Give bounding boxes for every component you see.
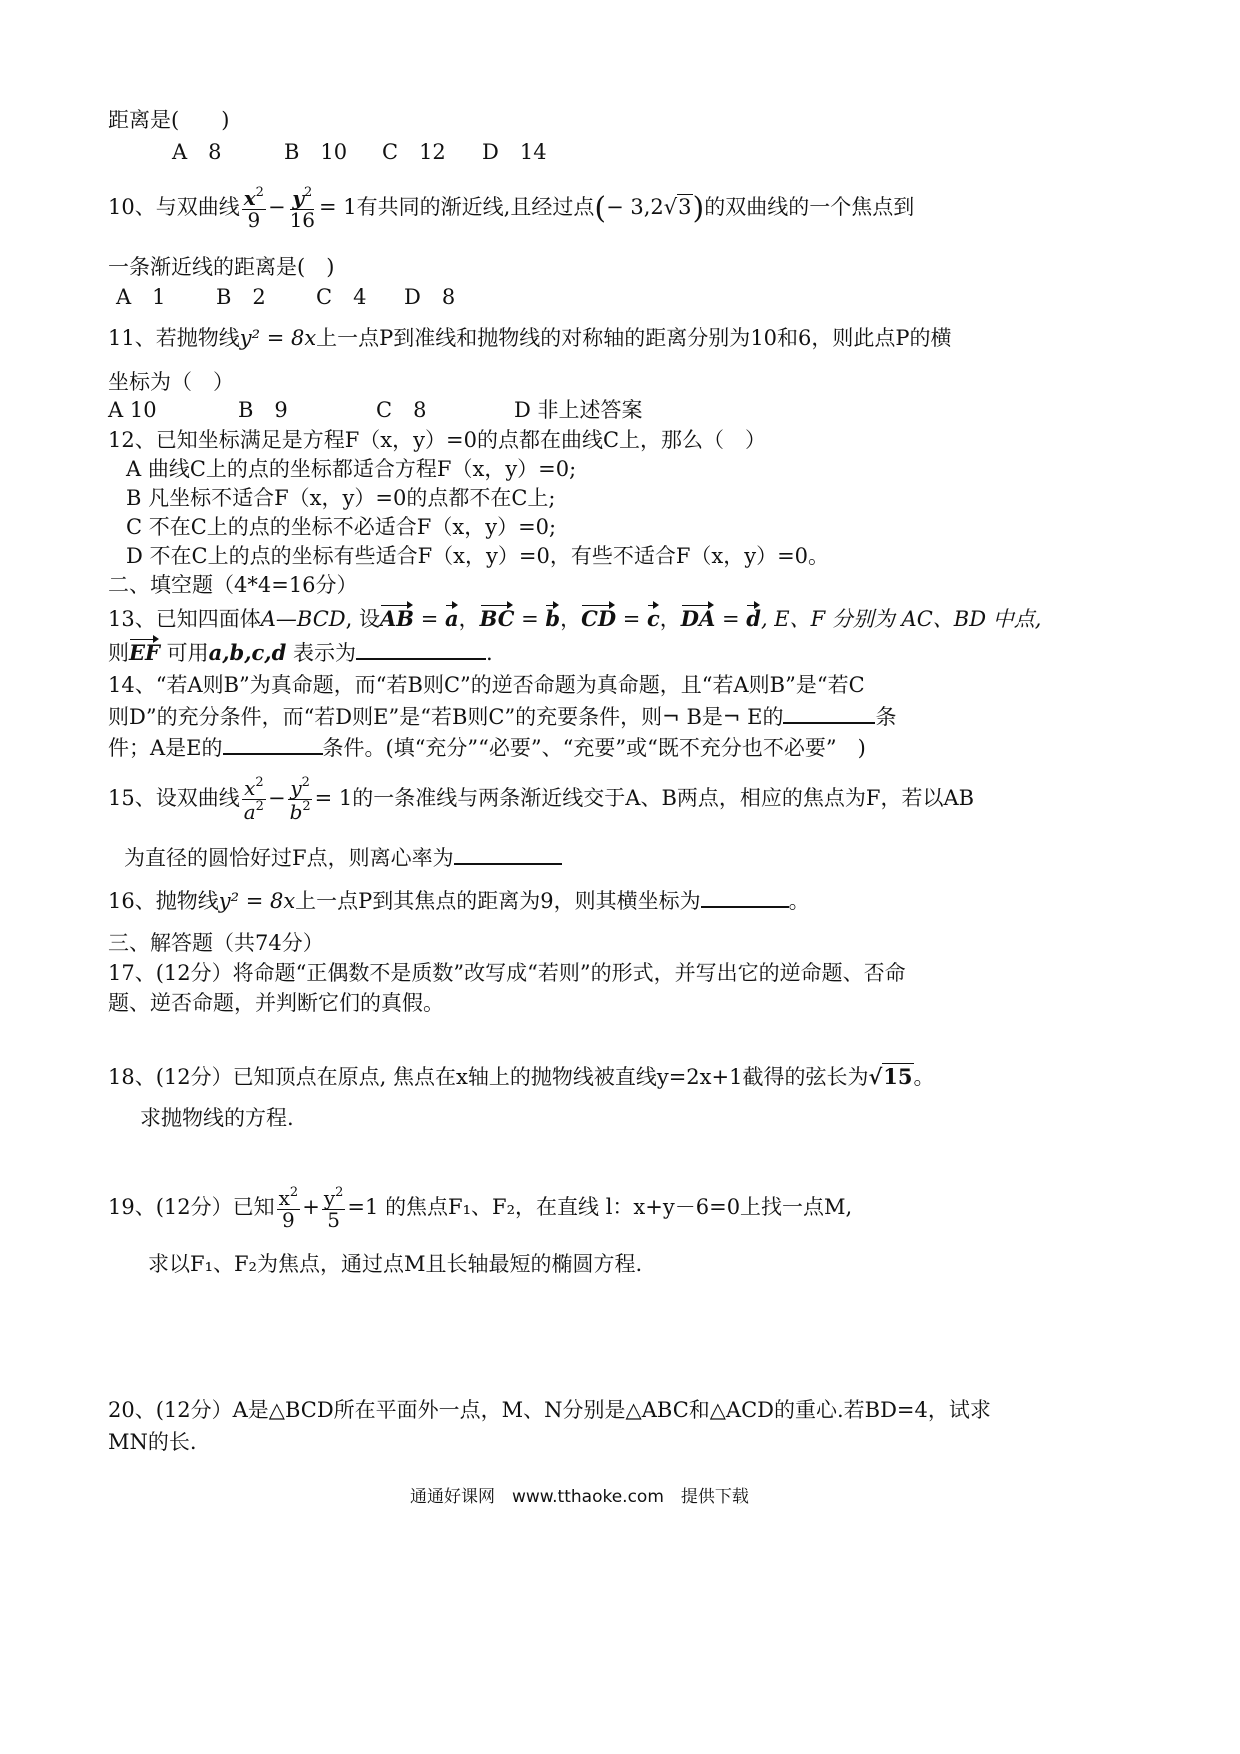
q18-stem-line1: 18、(12分）已知顶点在原点, 焦点在x轴上的抛物线被直线y=2x+1截得的弦长为√15。 (108, 1064, 935, 1089)
q20-stem-line2: MN的长. (108, 1430, 197, 1454)
q12-option-c: C 不在C上的点的坐标不必适合F（x，y）=0; (126, 515, 557, 539)
q10-option-c: C 4 (316, 285, 367, 309)
q10-frac1-num: x (243, 186, 256, 211)
q10-stem-line1: 10、与双曲线 $\frac{x^2}{9}$ − $\frac{y^2}{16}$ = 1有共同的渐近线,且经过点(− 3,2√3)的双曲线的一个焦点到 (108, 185, 915, 233)
q19-eq-one: =1 (347, 1195, 379, 1220)
q11-options (108, 398, 643, 423)
q16-end: 。 (788, 889, 810, 913)
q15-frac1-den: a (243, 800, 256, 825)
q10-option-a: A 1 (116, 285, 166, 309)
q11-option-d: D 非上述答案 (514, 398, 643, 422)
q16-suffix: 上一点P到其焦点的距离为9，则其横坐标为 (295, 889, 701, 913)
q10-frac2-num: y (292, 186, 304, 211)
q19-suffix: 的焦点F₁、F₂，在直线 l：x+y－6=0上找一点M, (385, 1195, 853, 1220)
q11-option-c: C 8 (376, 398, 427, 422)
q14-answer-blank-2[interactable] (223, 735, 323, 755)
q14-stem-line1: 14、“若A则B”为真命题，而“若B则C”的逆否命题为真命题，且“若A则B”是“若C (108, 673, 865, 697)
q18-stem-line2: 求抛物线的方程. (140, 1106, 294, 1130)
q15-prefix: 15、设双曲线 (108, 786, 240, 811)
q9-option-d: D 14 (482, 140, 547, 164)
q19-stem-line1: 19、(12分）已知 $\frac{x^2}{9}$ + $\frac{y^2}{5}$ =1 的焦点F₁、F₂，在直线 l：x+y－6=0上找一点M, (108, 1185, 853, 1233)
q16-answer-blank[interactable] (701, 888, 789, 908)
q11-option-a: A 10 (108, 398, 157, 422)
q13-then: 则 (108, 641, 129, 665)
q14-line2-a: 则D”的充分条件，而“若D则E”是“若B则C”的充要条件，则¬ B是¬ E的 (108, 705, 784, 729)
q13-end: . (486, 641, 493, 665)
q9-options (172, 140, 547, 165)
section-fill-in-heading: 二、填空题（4*4=16分） (108, 573, 358, 597)
q10-point-b: 3 (678, 195, 692, 220)
q17-stem-line2: 题、逆否命题，并判断它们的真假。 (108, 991, 444, 1015)
q15-frac-x: $\frac{x^2}{a^2}$ (243, 775, 264, 825)
q10-point-a: − 3,2 (606, 195, 664, 220)
q10-prefix: 10、与双曲线 (108, 195, 240, 220)
q19-frac1-num: x (278, 1186, 290, 1211)
q15-frac1-num: x (244, 776, 256, 801)
q19-frac2-num: y (323, 1186, 336, 1211)
q14-stem-line3 (108, 735, 866, 761)
q18-end: 。 (913, 1065, 935, 1089)
q19-prefix: 19、(12分）已知 (108, 1195, 275, 1220)
q11-option-b: B 9 (238, 398, 288, 422)
q13-expressed-as: 表示为 (293, 641, 356, 665)
q19-frac2-den: 5 (327, 1208, 340, 1233)
q9-stem-tail: 距离是( ) (108, 108, 230, 132)
q13-vector-c: c (647, 606, 660, 631)
q11-equation: y² = 8x (239, 326, 317, 350)
q11-stem-line2: 坐标为（ ） (108, 370, 234, 394)
q13-vector-ab: AB (380, 606, 415, 631)
q10-frac2-den: 16 (289, 208, 316, 233)
q14-line2-b: 条 (875, 705, 897, 729)
q10-stem-line2: 一条渐近线的距离是( ) (108, 255, 335, 279)
q9-option-c: C 12 (382, 140, 446, 164)
q10-options (116, 285, 455, 310)
q15-answer-blank[interactable] (454, 845, 562, 865)
q11-prefix: 11、若抛物线 (108, 326, 240, 350)
q12-option-d: D 不在C上的点的坐标有些适合F（x，y）=0，有些不适合F（x，y）=0。 (126, 544, 830, 568)
q15-eq-one: = 1 (314, 786, 353, 811)
q13-vector-bc: BC (479, 606, 515, 631)
q19-frac-x: $\frac{x^2}{9}$ (278, 1185, 299, 1233)
q16-prefix: 16、抛物线 (108, 889, 219, 913)
q16-stem (108, 888, 810, 914)
q18-sqrt-value: 15 (883, 1064, 913, 1089)
q12-option-b: B 凡坐标不适合F（x，y）=0的点都不在C上; (126, 486, 556, 510)
q19-frac-y: $\frac{y^2}{5}$ (323, 1185, 344, 1233)
q15-stem-line1: 15、设双曲线 $\frac{x^2}{a^2}$ − $\frac{y^2}{b^2}$ = 1的一条准线与两条渐近线交于A、B两点，相应的焦点为F，若以AB (108, 775, 975, 825)
q14-answer-blank-1[interactable] (783, 704, 875, 724)
q15-line2: 为直径的圆恰好过F点，则离心率为 (124, 846, 454, 870)
q9-option-a: A 8 (172, 140, 222, 164)
q12-option-a: A 曲线C上的点的坐标都适合方程F（x，y）=0; (126, 457, 577, 481)
q9-option-b: B 10 (284, 140, 348, 164)
q11-n1: 10 (750, 326, 778, 350)
q13-can-use: 可用 (166, 641, 209, 665)
q12-stem: 12、已知坐标满足是方程F（x，y）=0的点都在曲线C上，那么（ ） (108, 428, 767, 452)
page-footer: 通通好课网 www.tthaoke.com 提供下载 (410, 1487, 749, 1507)
q15-frac-y: $\frac{y^2}{b^2}$ (289, 775, 311, 825)
q10-frac-y: $\frac{y^2}{16}$ (289, 185, 316, 233)
q13-tetrahedron: A—BCD (260, 607, 346, 631)
q10-suffix: 的双曲线的一个焦点到 (704, 195, 915, 220)
q11-n2: 6 (798, 326, 812, 350)
q10-option-d: D 8 (404, 285, 456, 309)
q11-suffix: ，则此点P的横 (811, 326, 952, 350)
q19-stem-line2: 求以F₁、F₂为焦点，通过点M且长轴最短的椭圆方程. (148, 1252, 643, 1276)
q10-option-b: B 2 (216, 285, 266, 309)
q10-frac-x: $\frac{x^2}{9}$ (243, 185, 264, 233)
q19-frac1-den: 9 (282, 1208, 295, 1233)
q13-answer-blank[interactable] (356, 640, 486, 660)
q13-ef-text: , E、F 分别为 AC、BD 中点, (760, 607, 1042, 631)
q10-eq-one: = 1 (319, 195, 357, 220)
q10-mid: 有共同的渐近线,且经过点 (356, 195, 595, 220)
q17-stem-line1: 17、(12分）将命题“正偶数不是质数”改写成“若则”的形式，并写出它的逆命题、否命 (108, 961, 906, 985)
q13-vector-cd: CD (581, 606, 617, 631)
q10-frac1-den: 9 (247, 208, 261, 233)
q13-vector-ef: EF (129, 640, 160, 665)
q14-line3-b: 条件。(填“充分”“必要”、“充要”或“既不充分也不必要” ) (322, 736, 866, 760)
q11-and: 和 (777, 326, 799, 350)
q13-vector-da: DA (680, 606, 716, 631)
q13-stem-line2 (108, 640, 493, 666)
q11-stem-line1 (108, 326, 952, 351)
q15-frac2-num: y (290, 776, 302, 801)
q13-vector-d: d (746, 606, 761, 631)
q13-stem-line1: 13、已知四面体A—BCD, 设AB = a，BC = b，CD = c，DA = d, E、F 分别为 AC、BD 中点, (108, 606, 1042, 631)
q14-stem-line2 (108, 704, 896, 730)
q13-vector-b: b (545, 606, 561, 631)
q15-frac2-den: b (289, 800, 303, 825)
q13-vector-list: a,b,c,d (208, 640, 287, 665)
q14-line3-a: 件；A是E的 (108, 736, 223, 760)
q11-mid: 上一点P到准线和抛物线的对称轴的距离分别为 (316, 326, 751, 350)
q15-suffix: 的一条准线与两条渐近线交于A、B两点，相应的焦点为F，若以AB (352, 786, 975, 811)
section-solutions-heading: 三、解答题（共74分） (108, 931, 324, 955)
q13-prefix: 13、已知四面体 (108, 607, 261, 631)
q15-stem-line2 (124, 845, 562, 871)
q13-set: , 设 (345, 607, 380, 631)
q20-stem-line1: 20、(12分）A是△BCD所在平面外一点，M、N分别是△ABC和△ACD的重心.若BD=4，试求 (108, 1398, 991, 1422)
q18-line1: 18、(12分）已知顶点在原点, 焦点在x轴上的抛物线被直线y=2x+1截得的弦长为 (108, 1065, 869, 1089)
q16-equation: y² = 8x (218, 889, 296, 913)
q13-vector-a: a (445, 606, 459, 631)
